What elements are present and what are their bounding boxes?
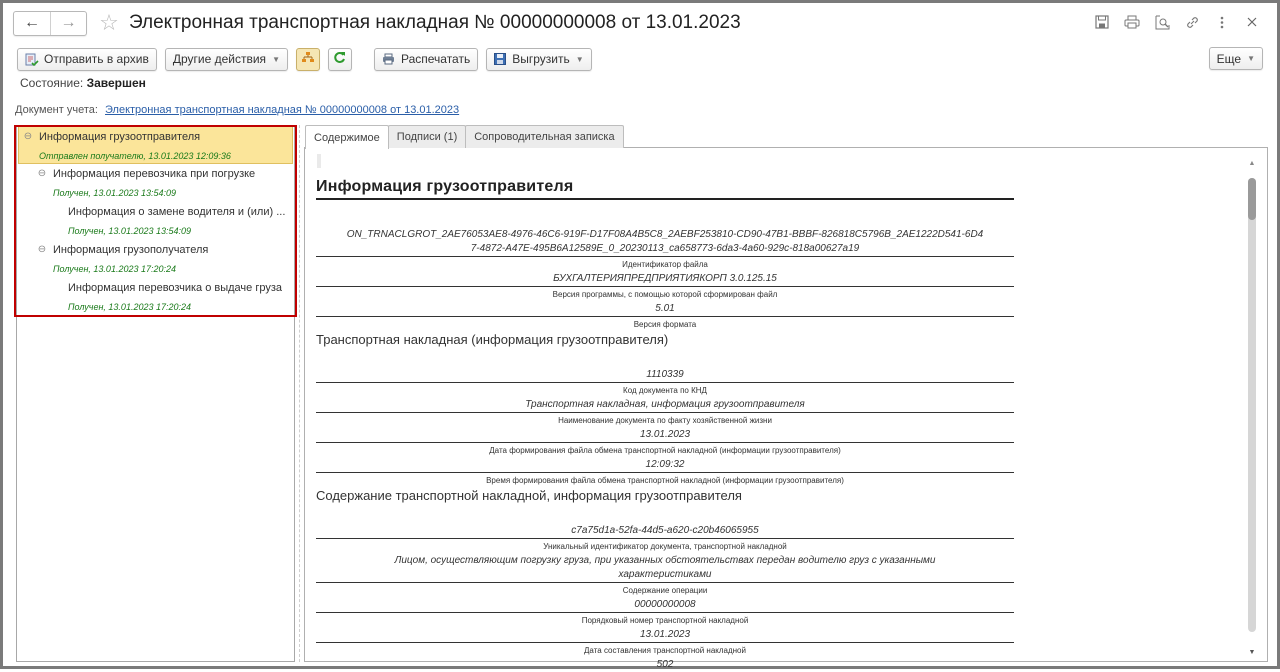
operation-caption: Содержание операции: [316, 582, 1014, 598]
other-actions-label: Другие действия: [172, 52, 267, 66]
tree-item-carrier-delivery[interactable]: [18, 278, 293, 316]
more-label: Еще: [1216, 51, 1242, 66]
tree-item-carrier-loading[interactable]: [18, 164, 293, 202]
number-caption: Порядковый номер транспортной накладной: [316, 612, 1014, 628]
doc-name-value: Транспортная накладная, информация грузоотправителя: [525, 399, 805, 410]
tree-item-status: Получен, 13.01.2023 13:54:09: [53, 188, 176, 198]
command-bar: [17, 47, 1263, 71]
status-value: Завершен: [86, 76, 146, 90]
accounting-document-label: Документ учета:: [15, 104, 98, 116]
file-id-line-1: ON_TRNACLGROT_2AE76053AE8-4976-46C6-919F-D17F08A4B5C8_2AEBF253810-CD90-47B1-BBBF-826818C5796B_2AE1222D541-6D4: [346, 229, 984, 240]
tree-item-status: Получен, 13.01.2023 13:54:09: [68, 226, 191, 236]
more-vertical-icon[interactable]: [1207, 11, 1237, 33]
collapse-icon[interactable]: ⊖: [37, 244, 47, 255]
file-date-caption: Дата формирования файла обмена транспортной накладной (информации грузоотправителя): [316, 442, 1014, 458]
file-id-caption: Идентификатор файла: [316, 256, 1014, 272]
operation-line-1: Лицом, осуществляющим погрузку груза, при указанных обстоятельствах передан водителю груз с указанными: [394, 555, 936, 566]
collapse-icon[interactable]: ⊖: [37, 168, 47, 179]
scroll-up-icon[interactable]: ▲: [1248, 160, 1256, 167]
chevron-down-icon: ▼: [575, 54, 584, 64]
archive-icon: [25, 53, 38, 66]
tree-item-consignee-info[interactable]: [18, 240, 293, 278]
scroll-track[interactable]: [1248, 178, 1256, 632]
format-version-value: 5.01: [655, 303, 675, 314]
chevron-down-icon: ▼: [1247, 54, 1255, 63]
compose-date-value: 13.01.2023: [639, 629, 691, 640]
back-button[interactable]: [14, 12, 50, 35]
tree-item-label: Информация грузоотправителя: [39, 131, 201, 143]
document-tree: [16, 125, 295, 662]
chevron-down-icon: ▼: [272, 54, 280, 64]
print-label: Распечатать: [400, 52, 471, 66]
format-version-caption: Версия формата: [316, 316, 1014, 332]
document-heading: Информация грузоотправителя: [316, 178, 1014, 200]
other-actions-dropdown[interactable]: [165, 48, 288, 71]
structure-toggle-button[interactable]: [296, 48, 320, 71]
send-to-archive-button[interactable]: [17, 48, 157, 71]
doc-name-caption: Наименование документа по факту хозяйственной жизни: [316, 412, 1014, 428]
status-label: Состояние:: [20, 76, 84, 90]
tree-item-label: Информация перевозчика при погрузке: [53, 168, 256, 180]
file-date-value: 13.01.2023: [639, 429, 691, 440]
tree-item-status: Получен, 13.01.2023 17:20:24: [53, 264, 176, 274]
arrow-right-icon: →: [60, 14, 77, 31]
printer-icon: [382, 53, 395, 65]
uid-caption: Уникальный идентификатор документа, транспортной накладной: [316, 538, 1014, 554]
tree-item-shipper-info[interactable]: [18, 126, 293, 164]
favorite-star-icon[interactable]: ☆: [99, 10, 119, 35]
tab-contents[interactable]: Содержимое: [305, 125, 389, 149]
content-tabs: [305, 125, 623, 148]
uid-value: c7a75d1a-52fa-44d5-a620-c20b46065955: [571, 525, 759, 536]
close-icon[interactable]: [1237, 11, 1267, 33]
program-version-value: БУХГАЛТЕРИЯПРЕДПРИЯТИЯКОРП 3.0.125.15: [553, 273, 777, 284]
text-cursor: [317, 154, 321, 168]
knd-code-value: 1110339: [646, 369, 684, 380]
print-icon[interactable]: [1117, 11, 1147, 33]
hierarchy-icon: [301, 51, 315, 67]
tree-item-status: Отправлен получателю, 13.01.2023 12:09:36: [39, 151, 231, 161]
floppy-disk-icon: [494, 53, 506, 65]
tree-item-label: Информация о замене водителя и (или) ...: [68, 206, 286, 218]
link-icon[interactable]: [1177, 11, 1207, 33]
title-actions: [1087, 11, 1267, 33]
navigation-buttons: [13, 11, 87, 36]
section-waybill-content: Содержание транспортной накладной, информация грузоотправителя: [316, 488, 742, 503]
accounting-document-link[interactable]: Электронная транспортная накладная № 00000000008 от 13.01.2023: [105, 104, 460, 116]
file-id-line-2: 7-4872-A47E-495B6A12589E_0_20230113_ca658773-6da3-4a60-929c-818a00627a19: [470, 243, 860, 254]
tree-item-label: Информация перевозчика о выдаче груза: [68, 282, 283, 294]
compose-date-caption: Дата составления транспортной накладной: [316, 642, 1014, 658]
vertical-scrollbar[interactable]: [1248, 160, 1256, 656]
tab-signatures[interactable]: Подписи (1): [388, 125, 466, 148]
tree-item-driver-change[interactable]: [18, 202, 293, 240]
tab-cover-note[interactable]: Сопроводительная записка: [465, 125, 623, 148]
document-view: [304, 147, 1268, 670]
operation-line-2: характеристиками: [618, 569, 712, 580]
export-label: Выгрузить: [512, 52, 570, 66]
arrow-left-icon: ←: [24, 14, 40, 31]
document-content: [316, 154, 1016, 672]
more-dropdown[interactable]: [1209, 47, 1263, 70]
scroll-down-icon[interactable]: ▼: [1248, 649, 1256, 656]
knd-code-caption: Код документа по КНД: [316, 382, 1014, 398]
preview-icon[interactable]: [1147, 11, 1177, 33]
forward-button[interactable]: [50, 12, 86, 35]
operation-value: [316, 554, 1014, 582]
status-line: [20, 76, 146, 90]
send-to-archive-label: Отправить в архив: [44, 52, 149, 66]
tree-item-status: Получен, 13.01.2023 17:20:24: [68, 302, 191, 312]
print-button[interactable]: [374, 48, 478, 71]
program-version-caption: Версия программы, с помощью которой сформирован файл: [316, 286, 1014, 302]
save-icon[interactable]: [1087, 11, 1117, 33]
collapse-icon[interactable]: ⊖: [23, 131, 33, 142]
accounting-document-line: [15, 104, 459, 116]
scroll-thumb[interactable]: [1248, 178, 1256, 220]
file-time-value: 12:09:32: [645, 459, 685, 470]
file-id-value: [316, 228, 1014, 256]
refresh-button[interactable]: [328, 48, 352, 71]
refresh-icon: [333, 51, 346, 67]
window-title: Электронная транспортная накладная № 00000000008 от 13.01.2023: [129, 12, 741, 33]
section-waybill-shipper: Транспортная накладная (информация грузоотправителя): [316, 332, 669, 347]
tree-item-label: Информация грузополучателя: [53, 244, 209, 256]
title-bar: [13, 7, 1267, 39]
file-time-caption: Время формирования файла обмена транспортной накладной (информации грузоотправителя): [316, 472, 1014, 488]
next-value: 502: [656, 659, 674, 670]
pane-splitter[interactable]: [299, 125, 300, 662]
number-value: 00000000008: [634, 599, 696, 610]
export-dropdown[interactable]: [486, 48, 591, 71]
